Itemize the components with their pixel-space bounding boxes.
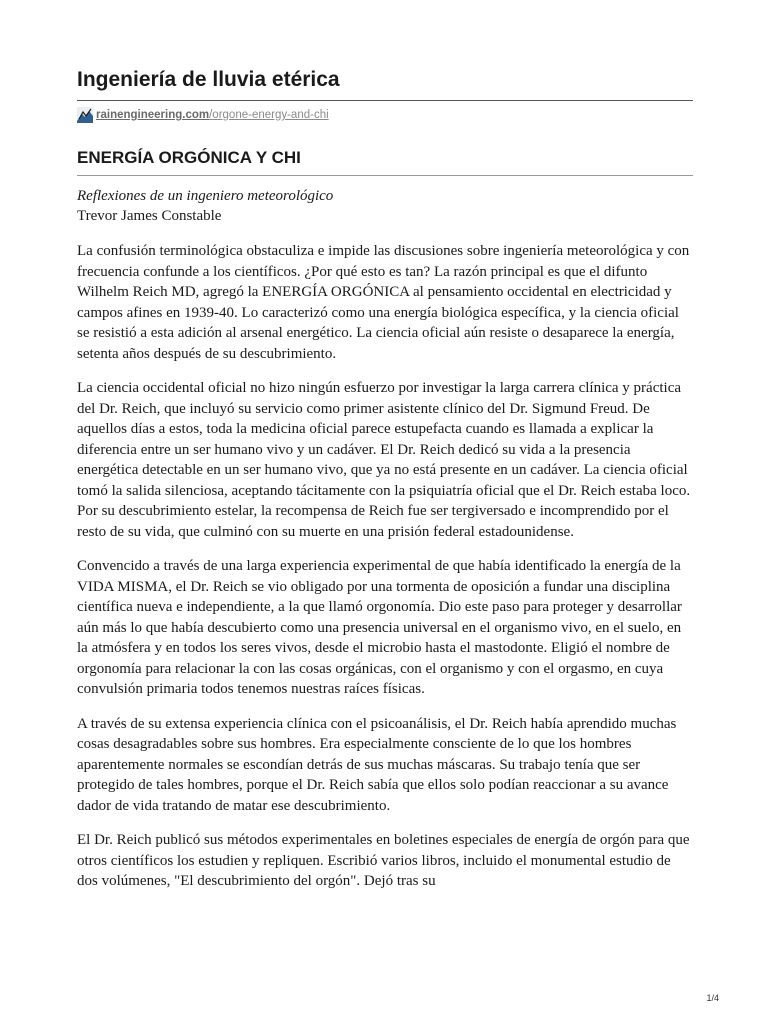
article-subtitle: Reflexiones de un ingeniero meteorológico [77, 188, 334, 204]
paragraph: Convencido a través de una larga experiencia experimental de que había identificado la energía de la VIDA MISMA, el Dr. Reich se vio obligado por una tormenta de oposición a fundar una disciplina científica nueva e independiente, a la que llamó orgonomía. Dio este paso para proteger y desarrollar aún más lo que había descubierto como una presencia universal en el organismo vivo, en el suelo, en la atmósfera y en todos los seres vivos, desde el microbio hasta el mastodonte. Eligió el nombre de orgonomía para relacionar la con las cosas orgánicas, con el organismo y con el orgasmo, en cuya convulsión primaria todos tenemos nuestras raíces físicas. [77, 558, 682, 697]
source-link-row[interactable] [77, 106, 693, 124]
article-author: Trevor James Constable [77, 208, 222, 224]
source-domain-link[interactable]: rainengineering.com [96, 109, 210, 121]
article-body [77, 241, 693, 892]
paragraph: El Dr. Reich publicó sus métodos experimentales en boletines especiales de energía de orgón para que otros científicos los estudien y repliquen. Escribió varios libros, incluido el monumental estudio de dos volúmenes, "El descubrimiento del orgón". Dejó tras su [77, 832, 690, 889]
paragraph: La confusión terminológica obstaculiza e impide las discusiones sobre ingeniería meteorológica y con frecuencia confunde a los científicos. ¿Por qué esto es tan? La razón principal es que el difunto Wilhelm Reich MD, agregó la ENERGÍA ORGÓNICA al pensamiento occidental en electricidad y campos afines en 1939-40. Lo caracterizó como una energía biológica específica, y la ciencia oficial se resistió a esta adición al arsenal energético. La ciencia oficial aún resiste o desaparece la energía, setenta años después de su descubrimiento. [77, 243, 690, 362]
source-path-link[interactable]: /orgone-energy-and-chi [209, 109, 329, 121]
page-number: 1/4 [706, 993, 719, 1003]
document-page [77, 0, 693, 892]
site-favicon-icon [77, 107, 93, 123]
paragraph: A través de su extensa experiencia clínica con el psicoanálisis, el Dr. Reich había aprendido muchas cosas desagradables sobre sus hombres. Era especialmente consciente de lo que los hombres aparentemente normales se escondían detrás de sus muchas máscaras. Su trabajo tenía que ser protegido de tales hombres, porque el Dr. Reich sabía que ellos solo podían reaccionar a su avance dador de vida tratando de matar ese descubrimiento. [77, 715, 677, 814]
site-title: Ingeniería de lluvia etérica [77, 67, 693, 101]
article-heading: ENERGÍA ORGÓNICA Y CHI [77, 147, 693, 176]
paragraph: La ciencia occidental oficial no hizo ningún esfuerzo por investigar la larga carrera clínica y práctica del Dr. Reich, que incluyó su servicio como primer asistente clínico del Dr. Sigmund Freud. De aquellos días a estos, toda la medicina oficial parece estupefacta cuando es llamada a explicar la diferencia entre un ser humano vivo y un cadáver. El Dr. Reich dedicó su vida a la presencia energética detectable en un ser humano vivo, que ya no está presente en un cadáver. La ciencia oficial tomó la salida silenciosa, aceptando tácitamente con la psiquiatría oficial que el Dr. Reich estaba loco. Por su descubrimiento estelar, la recompensa de Reich fue ser tergiversado e incomprendido por el resto de su vida, que culminó con su muerte en una prisión federal estadounidense. [77, 380, 691, 540]
